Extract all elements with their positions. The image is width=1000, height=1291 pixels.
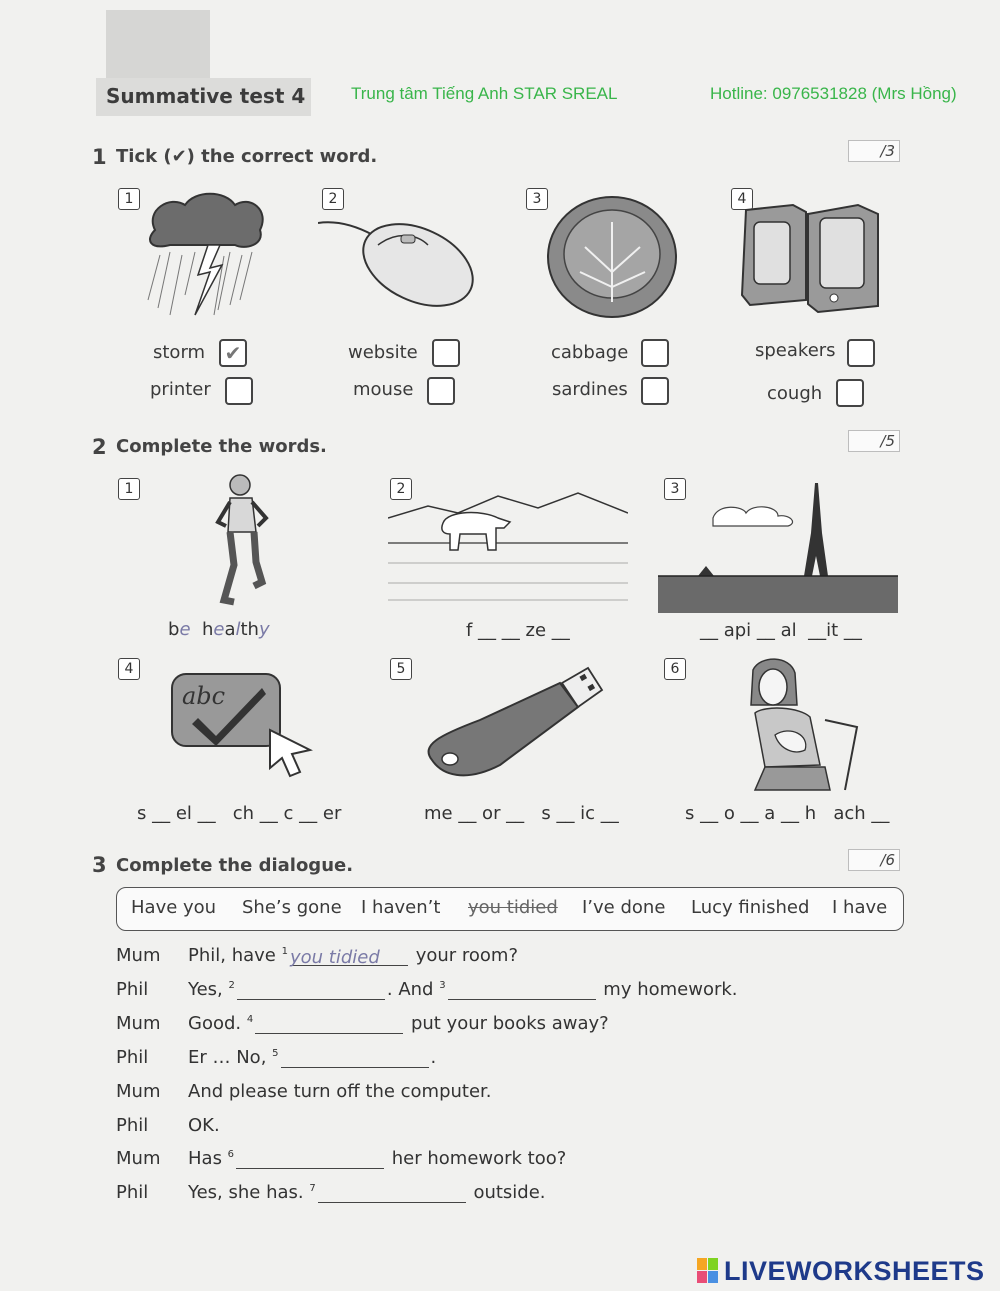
answer-blank[interactable]	[255, 1015, 403, 1034]
s1-item-number: 2	[322, 188, 344, 210]
dialogue-line: Phil, have $^1$ you tidied your room?	[188, 945, 519, 968]
tick-box[interactable]	[847, 339, 875, 367]
answer-blank[interactable]	[448, 981, 596, 1000]
answer-blank[interactable]	[281, 1049, 429, 1068]
speaker: Mum	[116, 1081, 161, 1102]
dialogue-line: Good. $^4$ put your books away?	[188, 1013, 609, 1034]
dialogue-line: Yes, she has. $^7$ outside.	[188, 1182, 546, 1203]
speakers-picture	[738, 200, 883, 315]
tick-box[interactable]	[641, 377, 669, 405]
dialogue-line: Has $^6$ her homework too?	[188, 1148, 567, 1169]
option-word: storm	[153, 342, 206, 363]
hotline: Hotline: 0976531828 (Mrs Hồng)	[710, 84, 957, 103]
word-pattern[interactable]: f __ __ ze __	[466, 620, 570, 641]
running-man-picture	[210, 470, 275, 612]
centre-name: Trung tâm Tiếng Anh STAR SREAL	[351, 84, 618, 103]
speaker: Mum	[116, 1148, 161, 1169]
option-word: speakers	[755, 340, 836, 361]
answer-blank[interactable]	[318, 1184, 466, 1203]
answer-letter: e	[213, 619, 225, 640]
word-bank-item: I have	[832, 897, 888, 918]
option-word: mouse	[353, 379, 414, 400]
stomach-ache-girl-picture	[735, 655, 865, 795]
s2-item-number: 5	[390, 658, 412, 680]
page-title: Summative test 4	[106, 84, 306, 108]
usb-stick-picture	[420, 665, 605, 785]
pattern-part: h	[190, 619, 214, 640]
word-pattern[interactable]: s __ o __ a __ h ach __	[685, 803, 890, 824]
computer-mouse-picture	[318, 205, 478, 310]
word-bank-item: Lucy finished	[691, 897, 810, 918]
tick-box[interactable]: ✔	[219, 339, 247, 367]
word-bank-item: Have you	[131, 897, 217, 918]
answer-blank[interactable]: you tidied	[290, 947, 408, 966]
spell-checker-picture	[170, 670, 315, 782]
storm-cloud-picture	[140, 190, 270, 325]
s2-item-number: 2	[390, 478, 412, 500]
s1-item-number: 1	[118, 188, 140, 210]
word-pattern[interactable]: me __ or __ s __ ic __	[424, 803, 619, 824]
word-pattern	[168, 619, 270, 640]
s1-item-number: 4	[731, 188, 753, 210]
answer-letter: l	[235, 619, 241, 640]
word-pattern[interactable]: __ api __ al __it __	[700, 620, 862, 641]
answer-blank[interactable]	[236, 1150, 384, 1169]
liveworksheets-logo-icon	[697, 1258, 719, 1284]
speaker: Phil	[116, 979, 149, 1000]
option-word: printer	[150, 379, 211, 400]
pattern-part: th	[240, 619, 259, 640]
polar-bear-picture	[388, 488, 628, 613]
speaker: Mum	[116, 1013, 161, 1034]
word-bank-item-used: you tidied	[468, 897, 558, 918]
tick-box[interactable]	[427, 377, 455, 405]
option-word: cabbage	[551, 342, 629, 363]
liveworksheets-brand[interactable]: LIVEWORKSHEETS	[724, 1256, 985, 1286]
pattern-part: a	[224, 619, 236, 640]
pattern-part: b	[168, 619, 180, 640]
tick-box[interactable]	[641, 339, 669, 367]
section3-score: /6	[848, 849, 900, 871]
section2-score: /5	[848, 430, 900, 452]
option-word: cough	[767, 383, 823, 404]
answer-letter: y	[258, 619, 270, 640]
tick-box[interactable]	[836, 379, 864, 407]
speaker: Phil	[116, 1047, 149, 1068]
section2-instruction: Complete the words.	[116, 436, 327, 457]
answer-letter: e	[179, 619, 191, 640]
word-bank-item: I’ve done	[582, 897, 666, 918]
section1-score: /3	[848, 140, 900, 162]
option-word: sardines	[552, 379, 628, 400]
word-pattern[interactable]: s __ el __ ch __ c __ er	[137, 803, 342, 824]
tick-box[interactable]	[225, 377, 253, 405]
dialogue-line: Er … No, $^5$ .	[188, 1047, 437, 1068]
word-bank-item: I haven’t	[361, 897, 441, 918]
s1-item-number: 3	[526, 188, 548, 210]
dialogue-line: And please turn off the computer.	[188, 1081, 492, 1102]
cabbage-picture	[545, 192, 680, 322]
svg-text:abc: abc	[182, 682, 226, 710]
dialogue-line: OK.	[188, 1115, 220, 1136]
eiffel-tower-picture	[658, 478, 898, 613]
speaker: Mum	[116, 945, 161, 966]
tick-box[interactable]	[432, 339, 460, 367]
s2-item-number: 3	[664, 478, 686, 500]
dialogue-line: Yes, $^2$ . And $^3$ my homework.	[188, 979, 738, 1000]
s2-item-number: 1	[118, 478, 140, 500]
section3-number: 3	[92, 853, 107, 877]
word-bank-item: She’s gone	[242, 897, 342, 918]
section2-number: 2	[92, 435, 107, 459]
s2-item-number: 6	[664, 658, 686, 680]
section1-instruction: Tick (✔) the correct word.	[116, 146, 378, 167]
answer-blank[interactable]	[237, 981, 385, 1000]
speaker: Phil	[116, 1115, 149, 1136]
section1-number: 1	[92, 145, 107, 169]
speaker: Phil	[116, 1182, 149, 1203]
section3-instruction: Complete the dialogue.	[116, 855, 354, 876]
s2-item-number: 4	[118, 658, 140, 680]
option-word: website	[348, 342, 418, 363]
